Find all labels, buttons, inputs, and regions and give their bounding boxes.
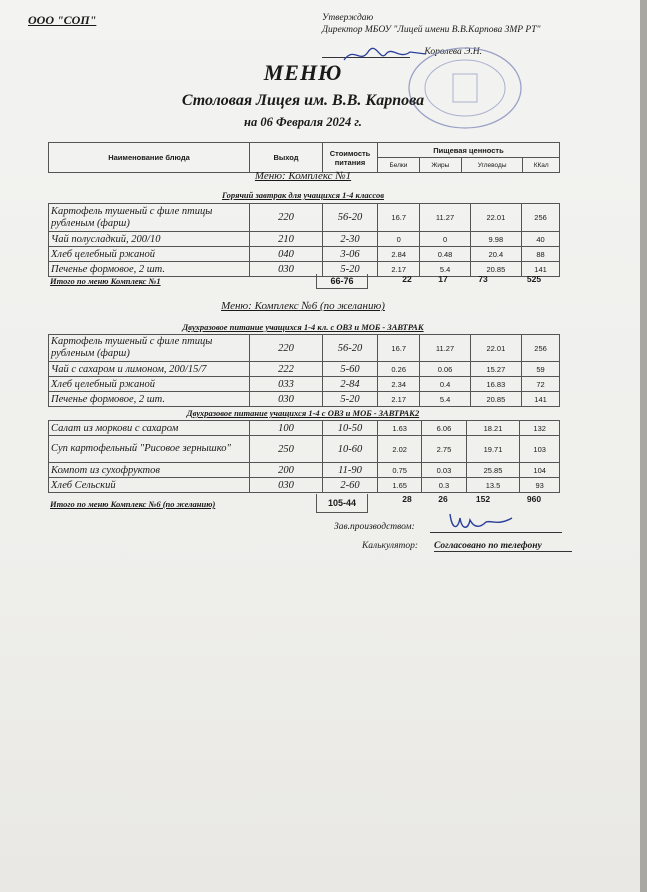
complex6-total-protein: 28 [402, 494, 412, 504]
dish-fat: 11.27 [420, 335, 470, 362]
dish-protein: 16.7 [378, 204, 420, 232]
complex1-total-cost: 66-76 [316, 274, 368, 289]
dish-protein: 2.02 [378, 436, 422, 463]
dish-carbs: 25.85 [466, 463, 520, 478]
col-kcal: ККал [523, 158, 560, 173]
dish-protein: 16.7 [378, 335, 420, 362]
table-row [49, 392, 560, 407]
complex6-total-cost: 105-44 [316, 494, 368, 513]
dish-name: Суп картофельный "Рисовое зернышко" [49, 436, 250, 463]
dish-yield: 100 [250, 421, 323, 436]
col-yield: Выход [250, 143, 323, 173]
production-signature [446, 510, 516, 534]
dish-yield: 200 [250, 463, 323, 478]
col-fat: Жиры [419, 158, 461, 173]
dish-yield: 210 [250, 232, 323, 247]
dish-fat: 0.06 [420, 362, 470, 377]
dish-kcal: 72 [522, 377, 560, 392]
dish-name: Хлеб Сельский [49, 478, 250, 493]
dish-yield: 030 [250, 392, 323, 407]
dish-carbs: 13.5 [466, 478, 520, 493]
dish-carbs: 22.01 [470, 204, 521, 232]
dish-fat: 2.75 [422, 436, 466, 463]
dish-protein: 0.26 [378, 362, 420, 377]
dish-cost: 10-60 [323, 436, 378, 463]
organization-name: ООО "СОП" [28, 13, 97, 27]
dish-cost: 10-50 [323, 421, 378, 436]
dish-protein: 2.84 [378, 247, 420, 262]
dish-carbs: 20.85 [470, 392, 521, 407]
complex1-total-fat: 17 [438, 274, 448, 284]
dish-fat: 6.06 [422, 421, 466, 436]
dish-cost: 2-84 [323, 377, 378, 392]
dish-yield: 250 [250, 436, 323, 463]
table-row [49, 377, 560, 392]
dish-kcal: 88 [522, 247, 560, 262]
complex1-total-kcal: 525 [526, 274, 542, 284]
dish-cost: 2-60 [323, 478, 378, 493]
dish-carbs: 20.4 [470, 247, 521, 262]
dish-name: Компот из сухофруктов [49, 463, 250, 478]
dish-protein: 2.17 [378, 262, 420, 277]
complex6-title: Меню: Комплекс №6 (по желанию) [221, 300, 385, 312]
dish-kcal: 132 [520, 421, 560, 436]
dish-fat: 0.48 [420, 247, 470, 262]
calculator-label: Калькулятор: [362, 541, 419, 551]
dish-carbs: 15.27 [470, 362, 521, 377]
complex1-total-carbs: 73 [478, 274, 488, 284]
complex6-section1: Двухразовое питание учащихся 1-4 кл. с ОВЗ и МОБ - ЗАВТРАК [182, 322, 424, 332]
dish-kcal: 59 [522, 362, 560, 377]
table-row [49, 478, 560, 493]
table-row [49, 232, 560, 247]
table-row [49, 436, 560, 463]
table-row [49, 421, 560, 436]
dish-cost: 5-20 [323, 262, 378, 277]
dish-yield: 033 [250, 377, 323, 392]
dish-yield: 030 [250, 478, 323, 493]
dish-cost: 3-06 [323, 247, 378, 262]
dish-kcal: 103 [520, 436, 560, 463]
dish-fat: 0 [420, 232, 470, 247]
complex1-table [48, 203, 560, 277]
dish-kcal: 40 [522, 232, 560, 247]
dish-fat: 0.03 [422, 463, 466, 478]
table-row [49, 335, 560, 362]
dish-carbs: 9.98 [470, 232, 521, 247]
dish-protein: 2.34 [378, 377, 420, 392]
table-row [49, 204, 560, 232]
complex1-section: Горячий завтрак для учащихся 1-4 классов [221, 190, 385, 200]
col-protein: Белки [378, 158, 420, 173]
dish-kcal: 93 [520, 478, 560, 493]
dish-carbs: 19.71 [466, 436, 520, 463]
production-manager-label: Зав.производством: [334, 522, 415, 532]
dish-fat: 5.4 [420, 392, 470, 407]
dish-protein: 0 [378, 232, 420, 247]
dish-kcal: 141 [522, 392, 560, 407]
dish-kcal: 256 [522, 204, 560, 232]
complex1-total-label: Итого по меню Комплекс №1 [50, 276, 161, 286]
phone-approval: Согласовано по телефону [434, 541, 572, 552]
dish-name: Печенье формовое, 2 шт. [49, 392, 250, 407]
dish-yield: 220 [250, 335, 323, 362]
dish-protein: 0.75 [378, 463, 422, 478]
dish-cost: 11-90 [323, 463, 378, 478]
complex6-total-fat: 26 [438, 494, 448, 504]
table-row [49, 247, 560, 262]
dish-carbs: 16.83 [470, 377, 521, 392]
complex6-total-kcal: 960 [526, 494, 542, 504]
complex1-total-protein: 22 [402, 274, 412, 284]
dish-name: Печенье формовое, 2 шт. [49, 262, 250, 277]
table-row [49, 362, 560, 377]
approve-title: Утверждаю [322, 13, 374, 23]
dish-yield: 222 [250, 362, 323, 377]
col-carbs: Углеводы [461, 158, 523, 173]
table-row [49, 463, 560, 478]
col-name: Наименование блюда [49, 143, 250, 173]
dish-kcal: 104 [520, 463, 560, 478]
dish-cost: 2-30 [323, 232, 378, 247]
page-title: МЕНЮ [263, 60, 343, 85]
dish-cost: 5-20 [323, 392, 378, 407]
col-cost: Стоимость питания [323, 143, 378, 173]
menu-date: на 06 Февраля 2024 г. [244, 115, 362, 129]
dish-name: Хлеб целебный ржаной [49, 377, 250, 392]
dish-fat: 11.27 [420, 204, 470, 232]
dish-cost: 56-20 [323, 335, 378, 362]
dish-cost: 56-20 [323, 204, 378, 232]
complex6-total-label: Итого по меню Комплекс №6 (по желанию) [50, 499, 216, 509]
complex6-section2: Двухразовое питание учащихся 1-4 с ОВЗ и МОБ - ЗАВТРАК2 [186, 408, 420, 418]
dish-kcal: 141 [522, 262, 560, 277]
complex6-breakfast2-table [48, 420, 560, 493]
complex6-total-carbs: 152 [475, 494, 491, 504]
dish-yield: 040 [250, 247, 323, 262]
dish-fat: 0.3 [422, 478, 466, 493]
dish-name: Картофель тушеный с филе птицы рубленым (фарш) [49, 335, 250, 362]
dish-protein: 1.63 [378, 421, 422, 436]
menu-header-table [48, 142, 560, 173]
dish-name: Чай с сахаром и лимоном, 200/15/7 [49, 362, 250, 377]
col-nutrition: Пищевая ценность [378, 143, 560, 158]
dish-carbs: 22.01 [470, 335, 521, 362]
dish-kcal: 256 [522, 335, 560, 362]
dish-cost: 5-60 [323, 362, 378, 377]
approve-name: Королева Э.Н. [424, 47, 482, 57]
dish-yield: 220 [250, 204, 323, 232]
complex1-title: Меню: Комплекс №1 [254, 170, 352, 182]
dish-name: Хлеб целебный ржаной [49, 247, 250, 262]
dish-fat: 5.4 [420, 262, 470, 277]
dish-name: Салат из моркови с сахаром [49, 421, 250, 436]
dish-yield: 030 [250, 262, 323, 277]
dish-name: Чай полусладкий, 200/10 [49, 232, 250, 247]
dish-carbs: 18.21 [466, 421, 520, 436]
dish-name: Картофель тушеный с филе птицы рубленым (фарш) [49, 204, 250, 232]
complex6-breakfast-table [48, 334, 560, 407]
dish-fat: 0.4 [420, 377, 470, 392]
dish-protein: 2.17 [378, 392, 420, 407]
dish-protein: 1.65 [378, 478, 422, 493]
paper-edge [640, 0, 647, 892]
approve-position: Директор МБОУ "Лицей имени В.В.Карпова ЗМР РТ" [322, 25, 541, 35]
dish-carbs: 20.85 [470, 262, 521, 277]
canteen-name: Столовая Лицея им. В.В. Карпова [181, 92, 425, 109]
